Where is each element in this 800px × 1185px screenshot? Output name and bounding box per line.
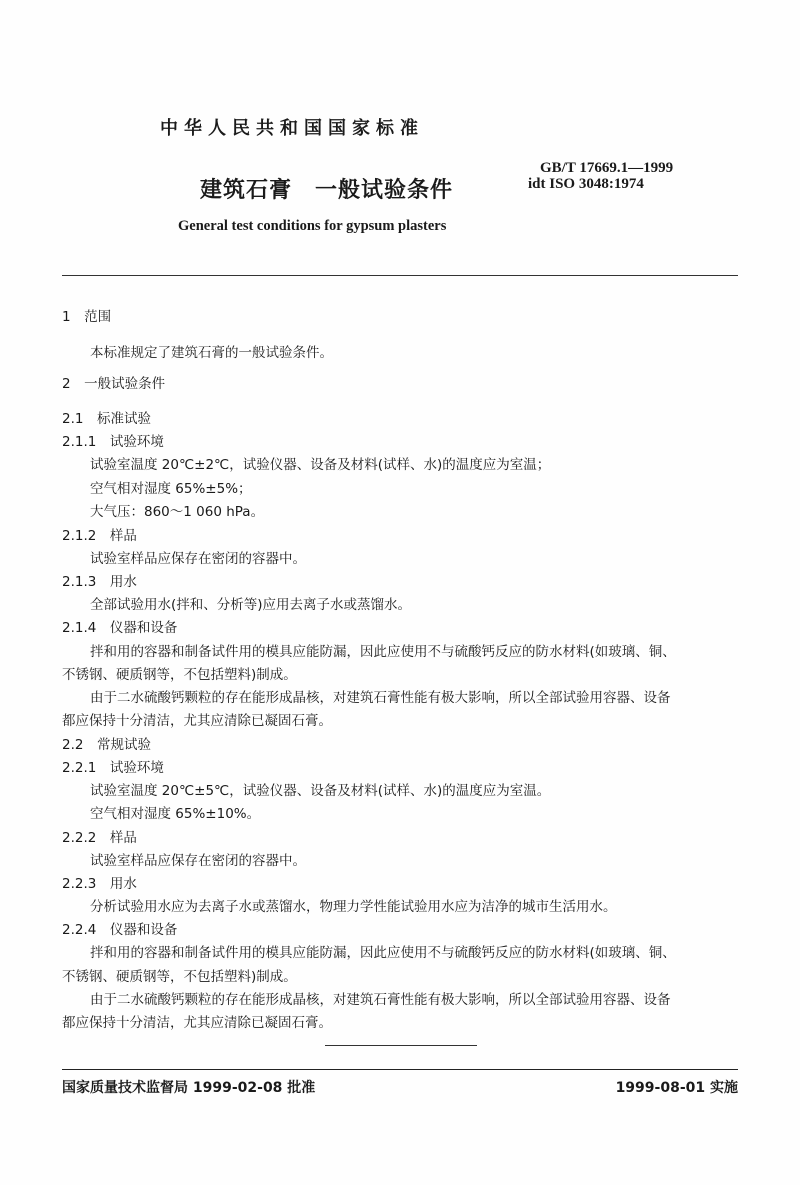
paragraph-line: 大气压：860～1 060 hPa。 xyxy=(90,504,265,520)
section-heading: 1 范围 xyxy=(62,309,112,325)
footer-divider xyxy=(62,1069,738,1070)
paragraph-line: 不锈钢、硬质钢等，不包括塑料)制成。 xyxy=(62,969,297,985)
header-divider xyxy=(62,275,738,276)
section-heading: 2.1.2 样品 xyxy=(62,528,137,544)
paragraph-line: 试验室样品应保存在密闭的容器中。 xyxy=(90,853,306,869)
idt-reference: idt ISO 3048:1974 xyxy=(528,176,644,192)
section-heading: 2.2.4 仪器和设备 xyxy=(62,922,178,938)
document-title-cn: 建筑石膏 一般试验条件 xyxy=(200,178,454,203)
paragraph-line: 都应保持十分清洁，尤其应清除已凝固石膏。 xyxy=(62,713,332,729)
section-heading: 2.2.1 试验环境 xyxy=(62,760,164,776)
paragraph-line: 不锈钢、硬质钢等，不包括塑料)制成。 xyxy=(62,667,297,683)
paragraph-line: 本标准规定了建筑石膏的一般试验条件。 xyxy=(90,345,333,361)
paragraph-line: 空气相对湿度 65%±10%。 xyxy=(90,806,261,822)
paragraph-line: 试验室温度 20℃±5℃，试验仪器、设备及材料(试样、水)的温度应为室温。 xyxy=(90,783,551,799)
national-standard-heading: 中华人民共和国国家标准 xyxy=(160,118,424,139)
section-heading: 2.1.4 仪器和设备 xyxy=(62,620,178,636)
paragraph-line: 由于二水硫酸钙颗粒的存在能形成晶核，对建筑石膏性能有极大影响，所以全部试验用容器、设备 xyxy=(90,690,671,706)
paragraph-line: 试验室温度 20℃±2℃，试验仪器、设备及材料(试样、水)的温度应为室温； xyxy=(90,457,551,473)
paragraph-line: 全部试验用水(拌和、分析等)应用去离子水或蒸馏水。 xyxy=(90,597,412,613)
effective-date: 1999-08-01 实施 xyxy=(615,1080,738,1096)
paragraph-line: 空气相对湿度 65%±5%； xyxy=(90,481,252,497)
section-heading: 2.1 标准试验 xyxy=(62,411,151,427)
paragraph-line: 由于二水硫酸钙颗粒的存在能形成晶核，对建筑石膏性能有极大影响，所以全部试验用容器、设备 xyxy=(90,992,671,1008)
paragraph-line: 都应保持十分清洁，尤其应清除已凝固石膏。 xyxy=(62,1015,332,1031)
paragraph-line: 试验室样品应保存在密闭的容器中。 xyxy=(90,551,306,567)
section-heading: 2 一般试验条件 xyxy=(62,376,166,392)
section-heading: 2.1.1 试验环境 xyxy=(62,434,164,450)
section-heading: 2.2.2 样品 xyxy=(62,830,137,846)
paragraph-line: 分析试验用水应为去离子水或蒸馏水，物理力学性能试验用水应为洁净的城市生活用水。 xyxy=(90,899,617,915)
section-heading: 2.2.3 用水 xyxy=(62,876,137,892)
paragraph-line: 拌和用的容器和制备试件用的模具应能防漏，因此应使用不与硫酸钙反应的防水材料(如玻璃、铜、 xyxy=(90,644,676,660)
section-heading: 2.2 常规试验 xyxy=(62,737,151,753)
section-heading: 2.1.3 用水 xyxy=(62,574,137,590)
document-title-en: General test conditions for gypsum plasters xyxy=(178,218,447,234)
approval-date: 国家质量技术监督局 1999-02-08 批准 xyxy=(62,1080,316,1096)
standard-code: GB/T 17669.1—1999 xyxy=(540,160,674,176)
end-rule xyxy=(325,1045,477,1046)
paragraph-line: 拌和用的容器和制备试件用的模具应能防漏，因此应使用不与硫酸钙反应的防水材料(如玻璃、铜、 xyxy=(90,945,676,961)
